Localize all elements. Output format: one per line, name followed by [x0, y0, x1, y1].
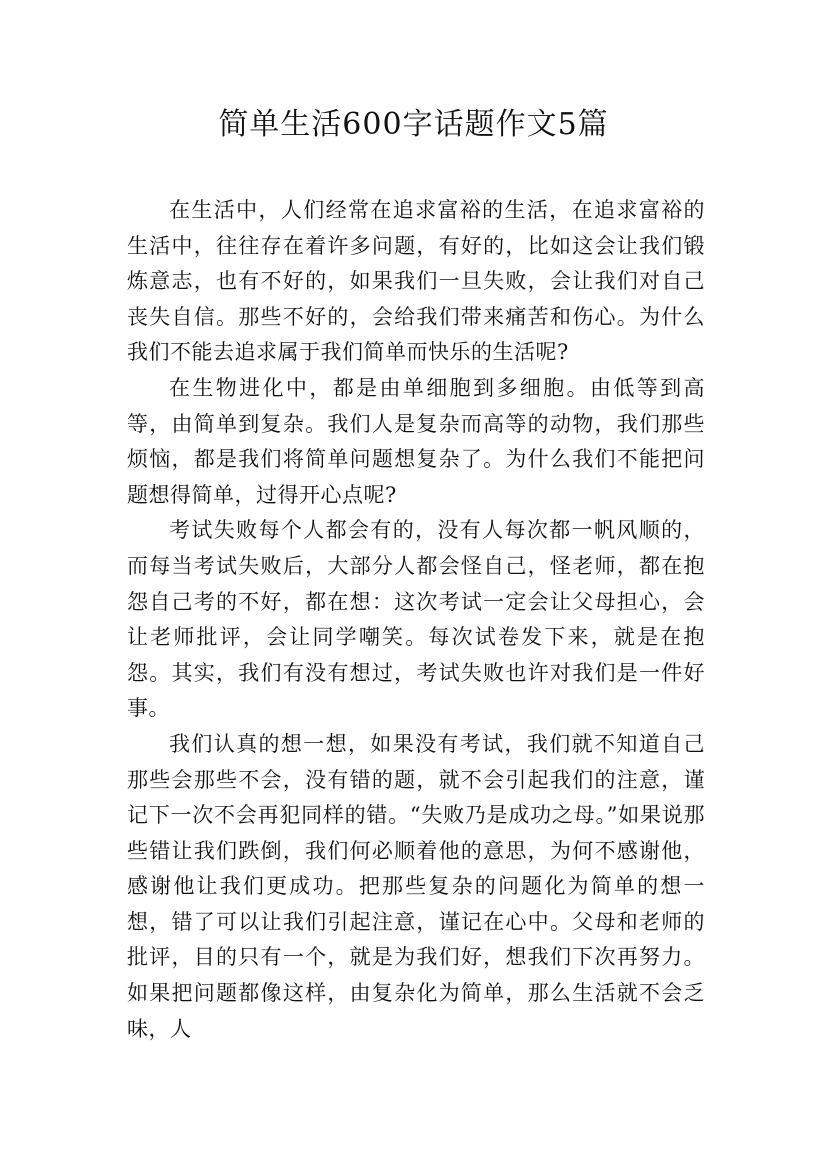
document-title: 简单生活600字话题作文5篇 [218, 107, 609, 142]
paragraph: 在生活中，人们经常在追求富裕的生活，在追求富裕的生活中，往往存在着许多问题，有好的，比如这会让我们锻炼意志，也有不好的，如果我们一旦失败，会让我们对自己丧失自信。那些不好的，会给我们带来痛苦和伤心。为什么我们不能去追求属于我们简单而快乐的生活呢? [127, 198, 705, 365]
paragraph: 在生物进化中，都是由单细胞到多细胞。由低等到高等，由简单到复杂。我们人是复杂而高等的动物，我们那些烦恼，都是我们将简单问题想复杂了。为什么我们不能把问题想得简单，过得开心点呢? [127, 375, 705, 507]
paragraph: 我们认真的想一想，如果没有考试，我们就不知道自己那些会那些不会，没有错的题，就不会引起我们的注意，谨记下一次不会再犯同样的错。“失败乃是成功之母。”如果说那些错让我们跌倒，我们何必顺着他的意思，为何不感谢他，感谢他让我们更成功。把那些复杂的问题化为简单的想一想，错了可以让我们引起注意，谨记在心中。父母和老师的批评，目的只有一个，就是为我们好，想我们下次再努力。如果把问题都像这样，由复杂化为简单，那么生活就不会乏味，人 [127, 731, 705, 1041]
document-body [127, 193, 705, 1047]
paragraph: 考试失败每个人都会有的，没有人每次都一帆风顺的，而每当考试失败后，大部分人都会怪自己，怪老师，都在抱怨自己考的不好，都在想：这次考试一定会让父母担心，会让老师批评，会让同学嘲笑。每次试卷发下来，就是在抱怨。其实，我们有没有想过，考试失败也许对我们是一件好事。 [127, 518, 705, 721]
